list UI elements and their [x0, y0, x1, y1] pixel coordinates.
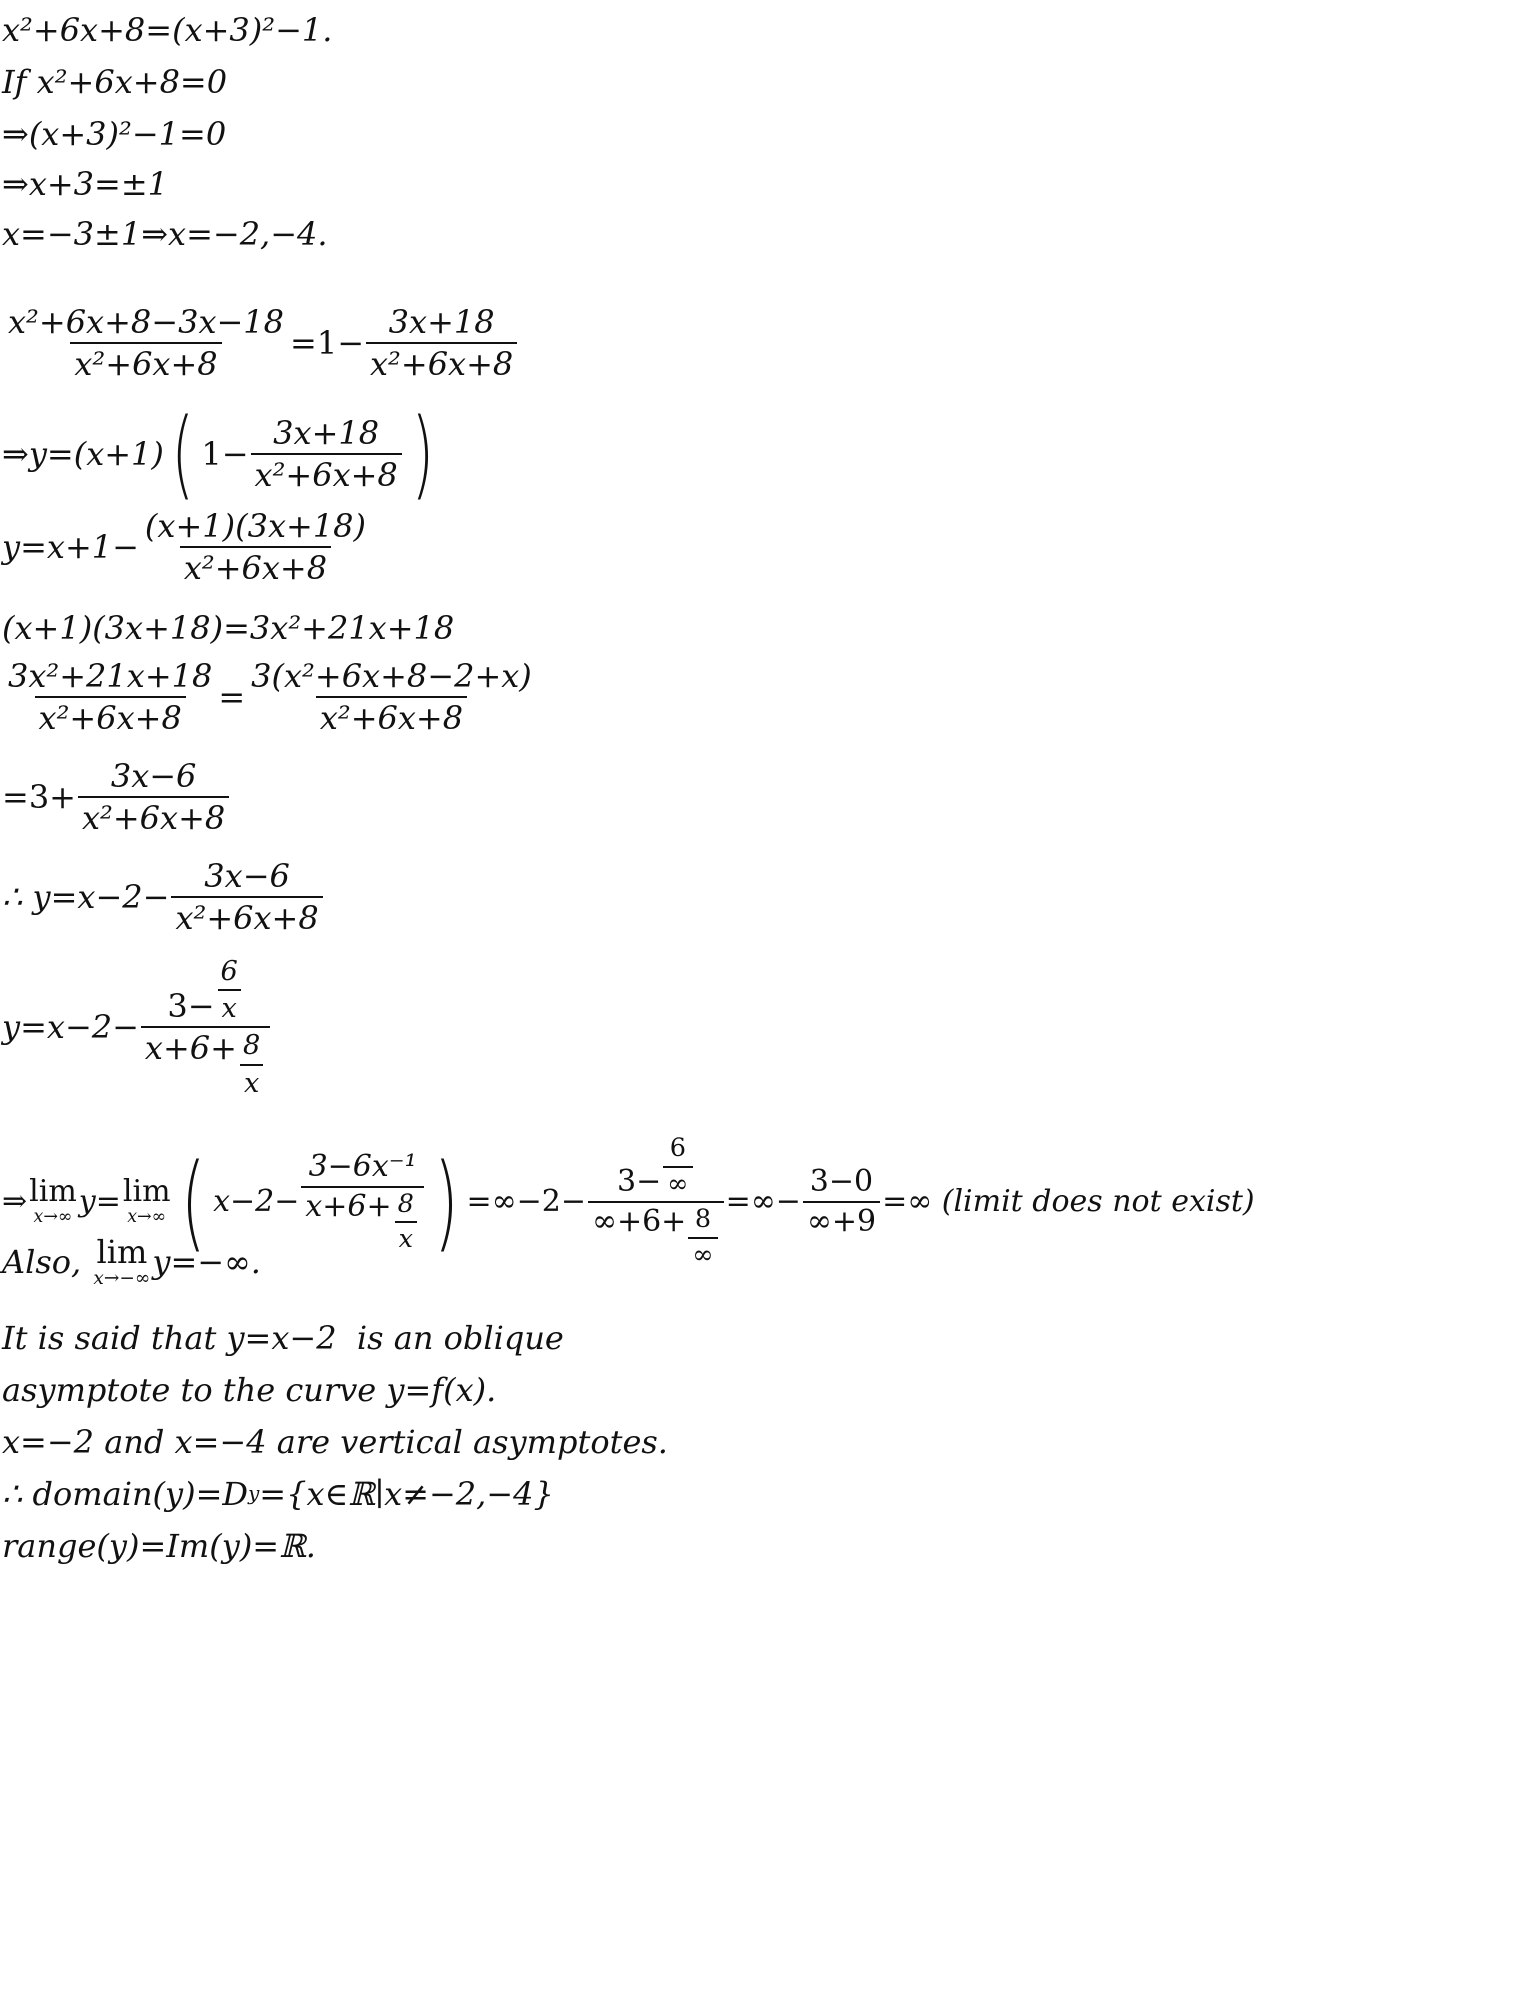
line-5: [2, 215, 328, 253]
fraction: [251, 414, 402, 494]
expr-text: 3−: [617, 1164, 662, 1199]
expr-text: y=x+1−: [2, 528, 139, 566]
expr-text: x=−2 and x=−4 are vertical asymptotes.: [2, 1423, 668, 1461]
expr-text: y=−∞.: [152, 1243, 261, 1282]
line-10: [2, 657, 538, 737]
expr-text: range(y)=Im(y)=ℝ.: [2, 1527, 316, 1565]
expr-text: ={x∈ℝ∣x≠−2,−4}: [259, 1475, 554, 1513]
line-8: [2, 507, 372, 587]
line-20: [2, 1527, 316, 1565]
denominator: x: [240, 1064, 263, 1097]
numerator: 3−6x⁻¹: [308, 1148, 417, 1184]
expr-text: Also,: [2, 1243, 92, 1282]
left-paren: (: [180, 1141, 205, 1263]
line-4: [2, 165, 169, 203]
line-9: [2, 609, 455, 647]
line-2-text: If x²+6x+8=0: [2, 63, 228, 101]
line-1-text: x²+6x+8=(x+3)²−1.: [2, 11, 333, 49]
fraction: [141, 507, 370, 587]
denominator: x: [395, 1221, 417, 1253]
expr-text: ⇒: [2, 1184, 28, 1219]
line-1: [2, 11, 333, 49]
line-12: [2, 857, 325, 937]
limit-subscript: x→−∞: [93, 1268, 151, 1289]
limit: [122, 1174, 171, 1228]
compound-fraction: [301, 1148, 424, 1254]
denominator: x: [218, 989, 241, 1022]
left-paren: (: [171, 398, 194, 510]
line-7: [2, 398, 441, 510]
line-18: [2, 1423, 668, 1461]
denominator: x²+6x+8: [366, 342, 517, 380]
fraction: [4, 657, 216, 737]
line-13: [2, 958, 272, 1097]
numerator: 8: [242, 1030, 261, 1062]
right-paren: ): [434, 1141, 459, 1263]
expr-text: 1−: [201, 435, 249, 473]
line-15: [2, 1233, 261, 1289]
line-5-text: x=−3±1⇒x=−2,−4.: [2, 215, 328, 253]
denominator: x²+6x+8: [35, 696, 186, 734]
denominator: x²+6x+8: [78, 796, 229, 834]
limit-subscript: x→∞: [127, 1207, 167, 1228]
expr-text: (x+1)(3x+18)=3x²+21x+18: [2, 609, 455, 647]
compound-fraction: [141, 958, 270, 1097]
expr-text: y=: [78, 1184, 121, 1219]
denominator: ∞: [688, 1237, 717, 1269]
limit-label: lim: [29, 1174, 77, 1210]
numerator: [613, 1133, 698, 1201]
expr-text: ∴ y=x−2−: [2, 878, 170, 916]
expr-text: =∞−2−: [466, 1184, 586, 1219]
line-11: [2, 757, 231, 837]
numerator: 3x+18: [273, 414, 380, 452]
denominator: [301, 1186, 424, 1253]
fraction: [688, 1204, 717, 1270]
denominator: x²+6x+8: [70, 342, 221, 380]
denominator: x²+6x+8: [316, 696, 467, 734]
fraction: [247, 657, 536, 737]
expr-text: x−2−: [213, 1184, 300, 1219]
expr-text: x+6+: [144, 1029, 237, 1068]
numerator: x²+6x+8−3x−18: [8, 303, 285, 341]
numerator: [163, 958, 247, 1026]
expr-text: =∞: [882, 1184, 942, 1219]
denominator: ∞: [663, 1166, 692, 1198]
line-3: [2, 115, 227, 153]
expr-text: =: [218, 678, 246, 716]
right-paren: ): [411, 398, 434, 510]
line-6: [2, 303, 519, 383]
numerator: 3x²+21x+18: [8, 657, 213, 695]
line-17: [2, 1371, 497, 1409]
line-3-text: ⇒(x+3)²−1=0: [2, 115, 227, 153]
line-2: [2, 63, 228, 101]
line-19: ∴ domain(y)=D y ={x∈ℝ∣x≠−2,−4}: [2, 1475, 554, 1513]
line-16: [2, 1319, 564, 1357]
limit-label: lim: [122, 1174, 171, 1210]
numerator: 8: [694, 1204, 712, 1234]
fraction: [394, 1188, 418, 1254]
numerator: 6: [669, 1133, 686, 1163]
expr-text: 3−: [167, 987, 215, 1026]
numerator: (x+1)(3x+18): [144, 507, 367, 545]
numerator: 3−0: [809, 1164, 874, 1199]
fraction: [4, 303, 288, 383]
expr-text: ∴ domain(y)=D: [2, 1475, 249, 1513]
fraction: [239, 1030, 264, 1099]
denominator: [141, 1026, 270, 1099]
fraction: [803, 1164, 880, 1239]
denominator: ∞+9: [803, 1201, 880, 1237]
limit-subscript: x→∞: [33, 1207, 73, 1228]
expr-text: y=x−2−: [2, 1008, 139, 1047]
expr-text: =3+: [2, 778, 76, 816]
fraction: [663, 1133, 692, 1199]
fraction: [366, 303, 517, 383]
numerator: 3(x²+6x+8−2+x): [251, 657, 532, 695]
compound-fraction: [588, 1133, 724, 1270]
numerator: 3x−6: [110, 757, 197, 795]
expr-text: asymptote to the curve y=f(x).: [2, 1371, 497, 1409]
limit-label: lim: [96, 1233, 148, 1271]
limit: [93, 1233, 151, 1289]
denominator: x²+6x+8: [171, 896, 322, 934]
fraction: [217, 956, 242, 1025]
numerator: 8: [397, 1188, 414, 1219]
denominator: x²+6x+8: [251, 453, 402, 491]
expr-text: It is said that y=x−2 is an oblique: [2, 1319, 564, 1357]
expr-text: =∞−: [725, 1184, 801, 1219]
expr-text: ⇒y=(x+1): [2, 435, 164, 473]
expr-text: x+6+: [305, 1188, 392, 1224]
fraction: [171, 857, 322, 937]
denominator: x²+6x+8: [180, 546, 331, 584]
line-4-text: ⇒x+3=±1: [2, 165, 169, 203]
expr-text: =1−: [290, 324, 364, 362]
fraction: [78, 757, 229, 837]
denominator: [588, 1201, 724, 1268]
numerator: 6: [220, 956, 238, 987]
limit: [29, 1174, 77, 1228]
numerator: 3x−6: [204, 857, 290, 895]
expr-text: ∞+6+: [591, 1204, 687, 1239]
expr-text: (limit does not exist): [941, 1184, 1255, 1219]
numerator: 3x+18: [388, 303, 495, 341]
